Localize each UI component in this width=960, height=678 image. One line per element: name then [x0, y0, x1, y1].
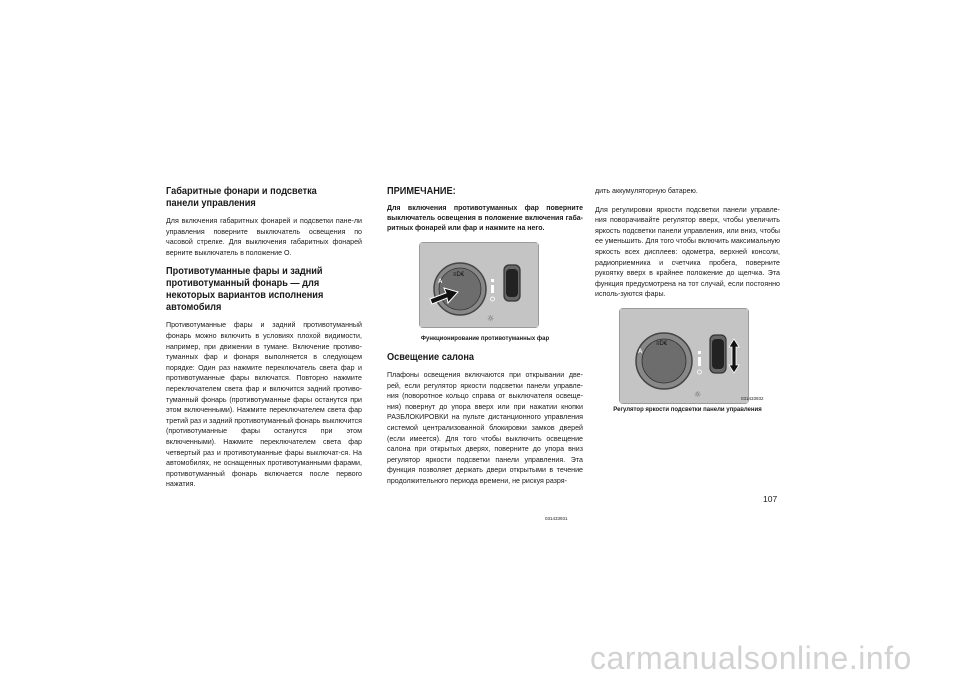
- section-body-dimmer: Для регулировки яркости подсветки панели управле-ния поворачивайте регулятор вверх, чтобы увеличить яркость подсветки панели управления, или вниз, чтобы ее уменьшить. Для того чтобы включить максимальную яркость всех дисплеев: одометра, верхней консоли, радиоприемника и счетчика пробега, поверните рукоятку вверх в крайнее положение до щелчка. Эта функция предусмотрена на тот случай, если постоянно исполь-зуются фары.: [595, 205, 780, 299]
- figure-dimmer-control: [619, 308, 749, 404]
- section-title-fog-lights: Противотуманные фары и задний противотуманный фонарь — для некоторых вариантов исполнения автомобиля: [166, 266, 324, 314]
- figure-fog-light-switch: [419, 242, 539, 328]
- note-body: Для включения противотуманных фар поверните выключатель освещения в положение включения габа-ритных фонарей или фар и нажмите на него.: [387, 205, 583, 232]
- section-body-continuation: дить аккумуляторную батарею.: [595, 187, 698, 195]
- dimmer-control-illustration: [620, 309, 748, 403]
- figure-id: 031433931: [545, 516, 568, 521]
- column-middle: [387, 186, 583, 521]
- section-body-interior-lights: Плафоны освещения включаются при открывании две-рей, если регулятор яркости подсветки панели управле-ния (поворотное кольцо справа от выключателя освеще-ния) повернут до упора вверх или при нажатии кнопки РАЗБЛОКИРОВКИ на пульте дистанционного управления системой централизованной блокировки замков дверей (если имеется). Для того чтобы выключить освещение салона при открытых дверях, поверните до упора вниз регулятор яркости подсветки панели управления. Эта функция позволяет держать двери открытыми в течение продолжительного периода времени, не рискуя разря-: [387, 371, 583, 485]
- interior-light-icon: ☼: [487, 314, 495, 323]
- figure-label-a: A: [438, 279, 443, 285]
- interior-light-icon: ☼: [694, 389, 702, 399]
- section-title-parking-lights: Габаритные фонари и подсветка панели управления: [166, 186, 317, 209]
- figure-caption: Функционирование противотуманных фар: [420, 336, 550, 342]
- figure-caption: Регулятор яркости подсветки панели управления: [613, 406, 762, 413]
- section-title-interior-lights: Освещение салона: [387, 352, 475, 363]
- svg-text:≡D€: ≡D€: [656, 340, 668, 347]
- figure-id: 031433932: [741, 395, 764, 401]
- column-left: [166, 186, 362, 498]
- headlight-switch-illustration: [420, 243, 538, 327]
- svg-text:≡D€: ≡D€: [453, 272, 465, 278]
- note-title: ПРИМЕЧАНИЕ:: [387, 186, 456, 197]
- column-right: [595, 186, 780, 423]
- page-number: 107: [763, 494, 778, 504]
- section-body-parking-lights: Для включения габаритных фонарей и подсветки пане-ли управления поверните выключатель освещения по часовой стрелке. Для выключения габаритных фонарей верните выключатель в положение O.: [166, 217, 362, 257]
- watermark: carmanualsonline.info: [590, 640, 912, 676]
- figure-label-a: A: [638, 348, 643, 355]
- section-body-fog-lights: Противотуманные фары и задний противотуманный фонарь можно включить в условиях плохой видимости, например, при движении в тумане. Включение противо-туманных фар и фонаря выполняется в следующем порядке: Один раз нажмите переключатель света фар и противотуманные фары включатся. Повторно нажмите переключателем света фар и включится задний противо-туманный фонарь (противотуманные фары останутся при этом включенными). Нажмите переключателем света фар третий раз и задний противотуманный фонарь выключится (противотуманные фары останутся при этом включенными). Нажмите переключателем света фар четвертый раз и противотуманные фары выключат-ся. На автомобилях, не оснащенных противотуманными фарами, противотуманный фонарь включается после первого нажатия.: [166, 321, 362, 489]
